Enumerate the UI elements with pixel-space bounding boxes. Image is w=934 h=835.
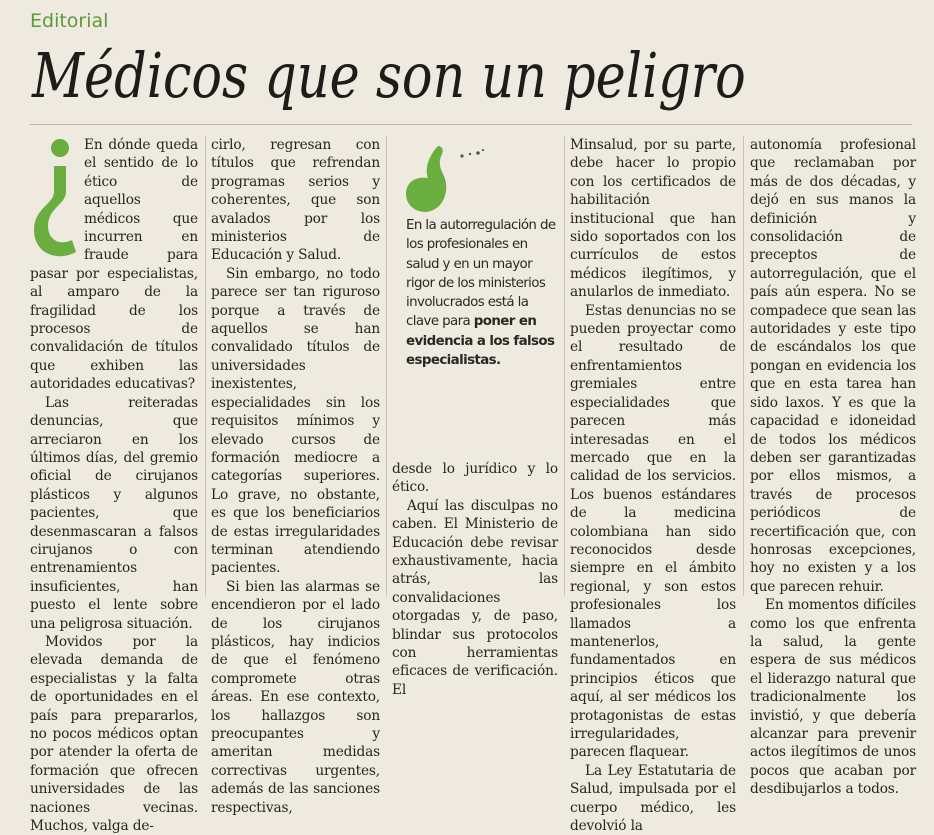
column-divider [564, 136, 565, 596]
paragraph: cirlo, regresan con títulos que refrendan programas serios y coherentes, que son avalados por los ministerios de Educación y Salud. [211, 137, 380, 264]
paragraph: En dónde queda el sentido de lo ético de aquellos médicos que incurren en fraude para pasar por especialistas, al amparo de la fragilidad de los procesos de convalidación de títulos que exhiben las autoridades educativas? [30, 137, 198, 393]
paragraph: autonomía profesional que reclamaban por más de dos décadas, y dejó en sus manos la definición y consolidación de preceptos de autorregulación, que el país aún espera. No se compadece que sean las autoridades y este tipo de escándalos los que pongan en evidencia los que en esta tarea han sido laxos. Y es que la capacidad e idoneidad de todos los médicos deben ser garantizadas por ellos mismos, a través de procesos periódicos de recertificación que, con honrosas excepciones, hoy no existen y a los que parecen rehuir. [750, 137, 916, 595]
headline-rule [30, 124, 912, 125]
column-divider [743, 136, 744, 596]
comma-quote-mark-icon [404, 142, 494, 212]
paragraph: Si bien las alarmas se encendieron por el lado de los cirujanos plásticos, hay indicios de que el fenómeno compromete otras áreas. En ese contexto, los hallazgos son preocupantes y ameritan medidas correctivas urgentes, además de las sanciones respectivas, [211, 578, 380, 816]
pull-quote-text [406, 216, 556, 370]
column-divider [205, 136, 206, 596]
paragraph: desde lo jurídico y lo ético. [392, 461, 558, 496]
inverted-question-mark-icon [26, 136, 80, 260]
pull-quote [398, 136, 558, 436]
paragraph: Las reiteradas denuncias, que arreciaron en los últimos días, del gremio oficial de cirujanos plásticos y algunos pacientes, que desenmascaran a falsos cirujanos o con entrenamientos insuficientes, han puesto el lente sobre una peligrosa situación. [30, 394, 198, 632]
column-divider [386, 136, 387, 596]
article-column-1 [30, 136, 198, 835]
paragraph: La Ley Estatutaria de Salud, impulsada por el cuerpo médico, les devolvió la [570, 762, 736, 835]
article-column-2 [211, 136, 380, 817]
section-label: Editorial [30, 10, 109, 32]
article-column-3 [392, 460, 558, 699]
paragraph: Minsalud, por su parte, debe hacer lo propio con los certificados de habilitación institucional que han sido soportados con los currículos de estos médicos ilegítimos, y anularlos de inmediato. [570, 137, 736, 301]
paragraph: Aquí las disculpas no caben. El Ministerio de Educación debe revisar exhaustivamente, hacia atrás, las convalidaciones otorgadas y, de paso, blindar sus protocolos con herramientas eficaces de verificación. El [392, 497, 558, 698]
article-column-5 [750, 136, 916, 799]
paragraph: Estas denuncias no se pueden proyectar como el resultado de enfrentamientos gremiales entre especialidades que parecen más interesadas en el mercado que en la calidad de los servicios. Los buenos estándares de la medicina colombiana han sido reconocidos desde siempre en el ámbito regional, y son estos profesionales los llamados a mantenerlos, fundamentados en principios éticos que aquí, al ser médicos los protagonistas de estas irregularidades, parecen flaquear. [570, 302, 736, 761]
paragraph: En momentos difíciles como los que enfrenta la salud, la gente espera de sus médicos el liderazgo natural que tradicionalmente los invistió, y que debería alcanzar para prevenir actos ilegítimos de unos pocos que acaban por desdibujarlos a todos. [750, 597, 916, 798]
headline: Médicos que son un peligro [32, 39, 746, 112]
pull-quote-emphasis: poner en evidencia a los falsos especialistas. [406, 314, 555, 369]
article-column-4 [570, 136, 736, 835]
pull-quote-body: En la autorregulación de los profesionales en salud y en un mayor rigor de los ministerios involucrados está la clave para [406, 218, 556, 330]
paragraph: Sin embargo, no todo parece ser tan riguroso porque a través de aquellos se han convalidado títulos de universidades inexistentes, especialidades sin los requisitos mínimos y elevado cursos de formación mediocre a categorías superiores. Lo grave, no obstante, es que los beneficiarios de estas irregularidades terminan atendiendo pacientes. [211, 265, 380, 577]
paragraph: Movidos por la elevada demanda de especialistas y la falta de oportunidades en el país para prepararlos, no pocos médicos optan por atender la oferta de formación que ofrecen universidades de las naciones vecinas. Muchos, valga de- [30, 633, 198, 835]
